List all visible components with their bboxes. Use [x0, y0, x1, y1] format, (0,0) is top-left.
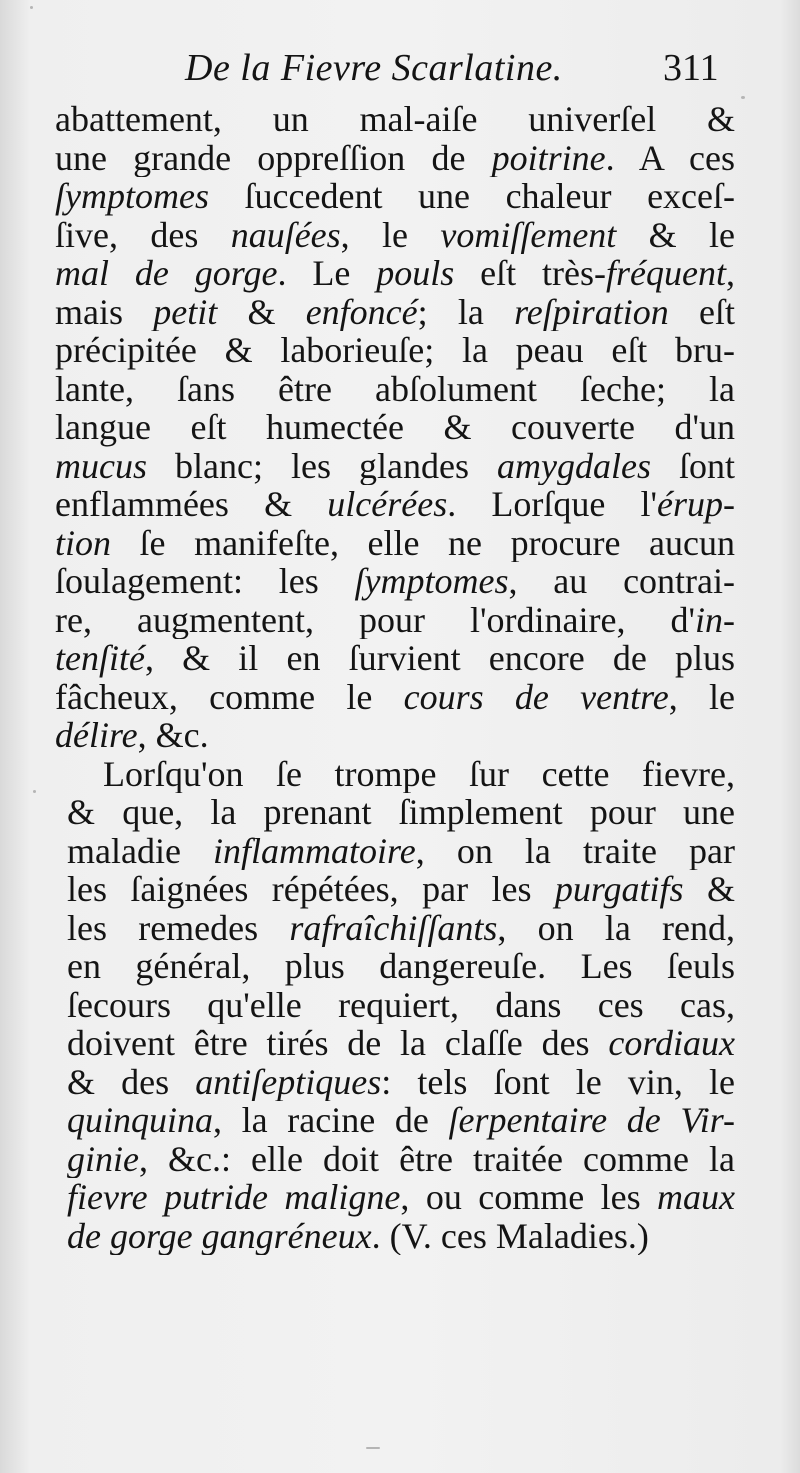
italic-text: in- — [695, 600, 735, 639]
text-run: , ou comme les — [400, 1178, 658, 1217]
text-run: & — [217, 292, 306, 331]
text-line — [55, 524, 735, 563]
text-line — [55, 139, 735, 178]
text-run: ; la — [417, 292, 515, 331]
italic-text: maux — [657, 1178, 735, 1217]
text-line — [55, 370, 735, 409]
italic-text: fievre putride maligne — [67, 1178, 401, 1217]
italic-text: nauſées — [230, 215, 341, 254]
text-line — [55, 1178, 735, 1217]
text-run: ſont — [650, 446, 735, 485]
text-run: , la racine de — [213, 1101, 449, 1140]
text-run: fâcheux, comme le — [55, 677, 404, 716]
page-header — [55, 46, 735, 96]
text-line — [55, 485, 735, 524]
text-line — [55, 639, 735, 678]
italic-text: reſpiration — [514, 292, 669, 331]
text-run: précipitée & laborieuſe; la peau eſt bru- — [55, 331, 735, 370]
text-run: ſive, des — [55, 215, 231, 254]
text-run: . Le — [277, 254, 377, 293]
italic-text: ginie — [67, 1139, 139, 1178]
text-run: , on la rend, — [497, 908, 735, 947]
italic-text: ulcérées — [327, 485, 448, 524]
text-run: ſoulagement: les — [55, 562, 355, 601]
text-run: blanc; les glandes — [147, 446, 497, 485]
text-run: ſe manifeſte, elle ne procure aucun — [111, 523, 735, 562]
text-run: , le — [340, 215, 441, 254]
text-run: & le — [616, 215, 735, 254]
text-run: , au contrai- — [508, 562, 735, 601]
italic-text: cours de ventre — [403, 677, 669, 716]
page-number: 311 — [663, 47, 719, 89]
text-run: les ſaignées répétées, par les — [67, 870, 555, 909]
italic-text: vomiſſement — [440, 215, 617, 254]
body-text — [55, 100, 735, 1255]
text-line — [55, 716, 735, 755]
text-run: eſt très- — [454, 254, 607, 293]
italic-text: poitrine — [491, 138, 606, 177]
italic-text: rafraîchiſſants — [289, 908, 498, 947]
italic-text: tenſité — [55, 639, 145, 678]
text-line — [55, 216, 735, 255]
running-title: De la Fievre Scarlatine. — [185, 47, 563, 89]
text-line — [55, 408, 735, 447]
text-line — [55, 562, 735, 601]
text-run: , &c. — [137, 716, 209, 755]
italic-text: amygdales — [497, 446, 651, 485]
text-run: & — [683, 870, 735, 909]
text-run: maladie — [67, 831, 214, 870]
text-run: ſecours qu'elle requiert, dans ces cas, — [67, 985, 735, 1024]
paper-speck — [741, 96, 745, 99]
italic-text: délire — [55, 716, 138, 755]
paper-speck — [30, 6, 33, 9]
text-run: : tels ſont le vin, le — [381, 1062, 735, 1101]
text-run: , &c.: elle doit être traitée comme la — [138, 1139, 735, 1178]
text-line — [55, 793, 735, 832]
italic-text: mucus — [55, 446, 147, 485]
text-run: eſt — [668, 292, 735, 331]
italic-text: enfoncé — [305, 292, 418, 331]
text-line — [55, 986, 735, 1025]
text-line — [55, 293, 735, 332]
italic-text: pouls — [376, 254, 455, 293]
text-run: une grande oppreſſion de — [55, 138, 492, 177]
italic-text: fréquent — [606, 254, 726, 293]
text-run: . Lorſque l' — [447, 485, 658, 524]
italic-text: ſerpentaire de Vir- — [448, 1101, 735, 1140]
text-run: en général, plus dangereuſe. Les ſeuls — [67, 947, 735, 986]
text-run: Lorſqu'on ſe trompe ſur cette fievre, — [103, 754, 735, 793]
text-run: , le — [668, 677, 735, 716]
text-line — [55, 870, 735, 909]
text-run: enflammées & — [55, 485, 328, 524]
text-run: & que, la prenant ſimplement pour une — [67, 793, 735, 832]
text-line — [55, 177, 735, 216]
italic-text: petit — [153, 292, 218, 331]
text-run: . (V. ces Maladies.) — [371, 1216, 649, 1255]
text-run: , on la traite par — [415, 831, 735, 870]
text-line — [55, 331, 735, 370]
text-run: & des — [67, 1062, 196, 1101]
text-line — [55, 1140, 735, 1179]
text-line — [55, 601, 735, 640]
text-line — [55, 1063, 735, 1102]
text-run: langue eſt humectée & couverte d'un — [55, 408, 735, 447]
text-run: re, augmentent, pour l'ordinaire, d' — [55, 600, 695, 639]
italic-text: cordiaux — [608, 1024, 735, 1063]
italic-text: ſymptomes — [55, 177, 209, 216]
text-line — [55, 1024, 735, 1063]
text-line — [55, 254, 735, 293]
text-line — [55, 678, 735, 717]
italic-text: ſymptomes — [354, 562, 509, 601]
italic-text: tion — [55, 523, 112, 562]
text-line — [55, 1101, 735, 1140]
text-run: . A ces — [605, 138, 735, 177]
italic-text: purgatifs — [554, 870, 684, 909]
paper-speck — [33, 790, 36, 793]
italic-text: quinquina — [67, 1101, 214, 1140]
text-line — [55, 832, 735, 871]
text-run: , — [726, 254, 735, 293]
text-run: ſuccedent une chaleur exceſ- — [208, 177, 735, 216]
text-run: doivent être tirés de la claſſe des — [67, 1024, 609, 1063]
text-run: les remedes — [67, 908, 290, 947]
text-line — [55, 447, 735, 486]
paper-speck — [366, 1447, 380, 1449]
italic-text: antiſeptiques — [195, 1062, 382, 1101]
italic-text: inflammatoire — [213, 831, 416, 870]
text-run: abattement, un mal-aiſe univerſel & — [55, 100, 735, 139]
italic-text: érup- — [657, 485, 735, 524]
text-line — [55, 1217, 735, 1256]
italic-text: mal de gorge — [55, 254, 278, 293]
text-line — [55, 909, 735, 948]
text-line — [55, 947, 735, 986]
text-line — [55, 755, 735, 794]
text-line — [55, 100, 735, 139]
text-run: lante, ſans être abſolument ſeche; la — [55, 369, 735, 408]
italic-text: de gorge gangréneux — [67, 1216, 372, 1255]
text-run: , & il en ſurvient encore de plus — [144, 639, 735, 678]
text-run: mais — [55, 292, 154, 331]
